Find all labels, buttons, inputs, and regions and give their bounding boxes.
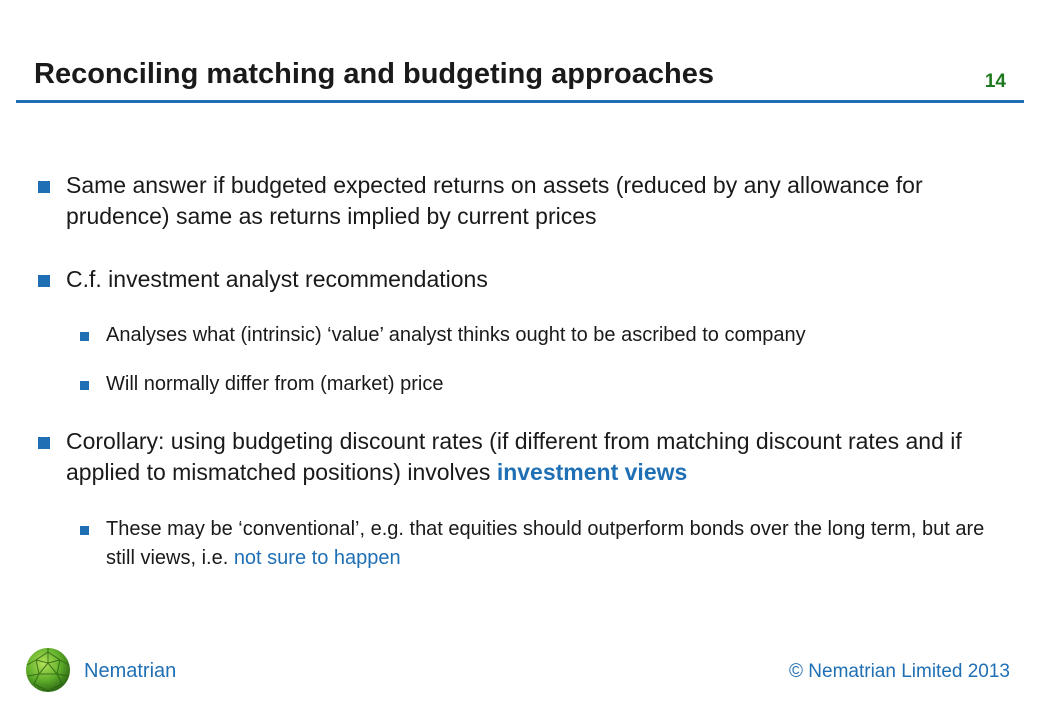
brand-name: Nematrian [84, 660, 177, 682]
bullet-text-plain: Corollary: using budgeting discount rates (if different from matching discount rates and if applied to mismatched positions) involves [66, 428, 962, 485]
page-number: 14 [984, 71, 1006, 92]
bullet-text: Same answer if budgeted expected returns on assets (reduced by any allowance for prudence) same as returns implied by current prices [66, 172, 923, 229]
bullet-square [38, 181, 50, 193]
sub-bullet-text: Analyses what (intrinsic) ‘value’ analyst thinks ought to be ascribed to company [106, 324, 806, 346]
sub-bullet-text: Will normally differ from (market) price [106, 373, 444, 395]
sub-bullet-square [80, 381, 89, 390]
sub-bullet-square [80, 332, 89, 341]
bullet-text [66, 426, 996, 488]
title-divider [16, 100, 1024, 103]
slide-title: Reconciling matching and budgeting approaches [34, 58, 714, 90]
sub-bullet-square [80, 526, 89, 535]
bullet-text: C.f. investment analyst recommendations [66, 266, 488, 292]
highlight-investment-views: investment views [496, 459, 688, 485]
sub-bullet-text [106, 515, 1006, 573]
bullet-square [38, 437, 50, 449]
highlight-not-sure: not sure to happen [233, 547, 401, 569]
bullet-square [38, 275, 50, 287]
copyright-notice: © Nematrian Limited 2013 [789, 661, 1010, 682]
green-geodesic-sphere-icon [24, 646, 72, 694]
sub-bullet-text-plain: These may be ‘conventional’, e.g. that equities should outperform bonds over the long term, but are still views, i.e. [106, 518, 985, 569]
